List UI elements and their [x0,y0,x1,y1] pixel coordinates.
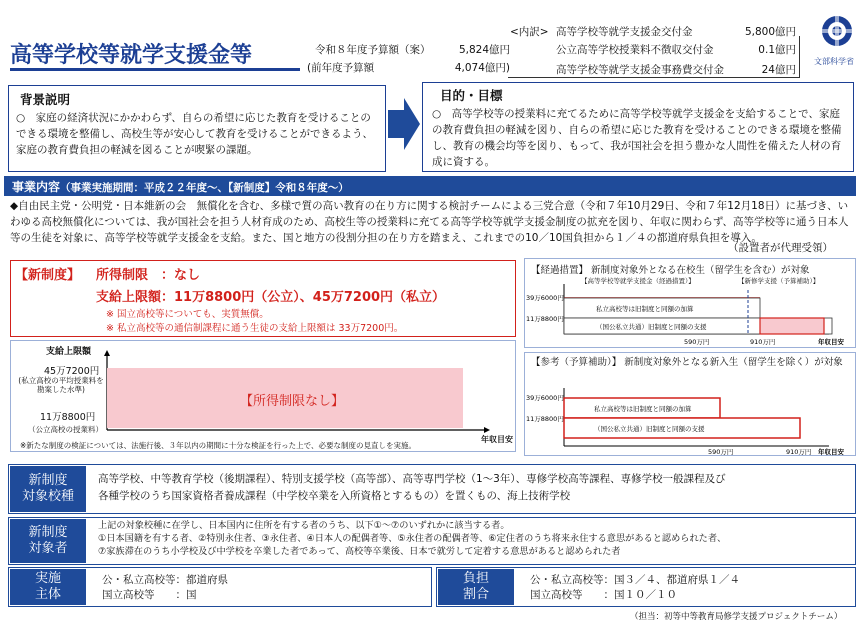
breakdown-item-value: 0.1億円 [758,44,796,56]
no-income-limit-label: 【所得制限なし】 [240,394,345,409]
burden-tag [438,569,514,605]
x-axis-label: 年収目安 [818,338,844,346]
income-limit-text: 所得制限 ：なし [96,268,201,283]
y-tick-high: 39万6000円 [526,394,564,402]
tag-line: 新制度 [28,525,68,540]
y-axis-arrow-icon [104,350,110,356]
new-system-tag: 【新制度】 [15,268,81,283]
chart-note: ※新たな制度の検証については、法施行後、３年以内の期間に十分な検証を行った上で、必要な制度の見直しを実施。 [20,441,416,450]
y-tick-low: 11万8800円 [526,415,564,423]
target-person-tag [10,519,86,563]
bar-label: 私立高校等は旧制度と同額の加算 [594,405,692,413]
breakdown-item-label: 高等学校等就学支援金事務費交付金 [556,64,724,76]
target-school-text [98,471,848,505]
breakdown-item-label: 公立高等学校授業料不徴収交付金 [556,44,714,56]
tag-line: 対象者 [28,541,68,556]
bar-label: （国公私立共通）旧制度と同額の支援 [594,425,705,433]
text-line: 上記の対象校種に在学し、日本国内に住所を有する者のうち、以下①～⑦のいずれかに該当する者。 [98,520,510,531]
y-tick-low-note: （公立高校の授業料） [28,425,103,434]
background-heading: 背景説明 [20,92,71,107]
text-line: 高等学校、中等教育学校（後期課程）、特別支援学校（高等部）、高等専門学校（1～3年）、専修学校高等課程、専修学校一般課程及び [98,473,726,485]
x-tick: 590万円 [684,338,710,346]
objective-text: ○ 高等学校等の授業料に充てるために高等学校等就学支援金を支給することで、家庭の教育費負担の軽減を図り、自らの希望に応じた教育を受けることのできる環境を整備し、教育の機会均等を図り、もって、我が国社会を担う豊かな人間性を備えた人材の育成に資する。 [432,108,842,168]
prev-budget-value: 4,074億円) [454,62,510,74]
x-axis-arrow-icon [484,427,490,433]
payment-cap-text: 支給上限額：11万8800円（公立）、45万7200円（私立） [96,290,446,305]
bar-label: （国公私立共通）旧制度と同額の支援 [596,323,707,331]
target-school-tag [10,466,86,512]
new-system-note: ※ 国立高校等についても、実質無償。 [106,309,269,320]
transition-chart-plot [524,258,856,348]
project-note: （設置者が代理受領） [728,242,833,254]
implementer-text [102,573,228,603]
page-title: 高等学校等就学支援金等 [10,43,253,68]
reference-chart-title: 【参考（予算補助）】 新制度対象外となる新入生（留学生を除く）が対象 [531,357,843,368]
text-line: 国立高校等 ：国１０／１０ [530,589,677,601]
tag-line: 対象校種 [21,489,74,504]
tag-line: 新制度 [28,473,68,488]
text-line: 公・私立高校等：国３／４、都道府県１／４ [530,574,740,586]
transition-sub-label: 【高等学校等就学支援金（経過措置）】 [581,277,695,285]
budget-value: 5,824億円 [458,44,510,56]
burden-text [530,573,740,603]
new-support-bar [760,318,824,334]
reference-chart-plot [524,352,856,456]
transition-chart-title: 【経過措置】 新制度対象外となる在校生（留学生を含む）が対象 [531,265,810,276]
x-axis-label: 年収目安 [818,448,844,456]
project-heading-bar [4,176,856,196]
x-tick: 590万円 [708,448,734,456]
breakdown-item-value: 5,800億円 [744,26,796,38]
y-tick-high-note: (私立高校の平均授業料を勘案した水準) [18,376,104,394]
new-system-note: ※ 私立高校等の通信制課程に通う生徒の支給上限額は 33万7200円。 [106,323,404,334]
implementer-tag [10,569,86,605]
tag-line: 負担 [462,571,489,586]
tag-line: 実施 [34,571,61,586]
prev-budget-label: (前年度予算額 [307,62,375,74]
bar-label: 私立高校等は旧制度と同額の加算 [596,305,694,313]
breakdown-head: <内訳> [510,26,549,38]
breakdown-item-label: 高等学校等就学支援金交付金 [556,26,693,38]
footer-contact: （担当：初等中等教育局修学支援プロジェクトチーム） [630,612,843,622]
text-line: 公・私立高校等：都道府県 [102,574,228,586]
breakdown-item-value: 24億円 [761,64,796,76]
y-tick-high: 39万6000円 [526,294,564,302]
objective-heading: 目的・目標 [440,88,503,103]
transition-sub-label: 【新修学支援（予算補助）】 [738,277,820,285]
x-tick: 910万円 [750,338,776,346]
x-tick: 910万円 [786,448,812,456]
arrow-right-icon [388,98,420,150]
tag-line: 割合 [462,587,489,602]
project-text: ◆自由民主党・公明党・日本維新の会 無償化を含む、多様で質の高い教育の在り方に関する検討チームによる三党合意（令和７年10月29日、令和７年12月18日）に基づき、いわゆる高校無償化については、我が国社会を担う人材育成のため、高校生等の授業料に充てる高等学校等就学支援金制度の拡充を図り、年収に関わらず、高等学校等に通う日本人等の生徒を対象に、高等学校等就学支援金を支給。また、国と地方の役割分担の在り方を踏まえ、これまでの10／10国負担から１／４の都道府県負担を導入。 [10,200,849,244]
y-tick-low: 11万8800円 [40,412,96,423]
budget-label: 令和８年度予算額（案） [315,44,431,56]
text-line: ⑦家族滞在のうち小学校及び中学校を卒業した者であって、高校等卒業後、日本で就労して定着する意思があると認められた者 [98,546,621,557]
x-axis-label: 年収目安 [481,435,513,444]
y-tick-high: 45万7200円 [44,366,100,377]
target-person-text [98,519,850,558]
y-tick-low: 11万8800円 [526,315,564,323]
ministry-logo-icon [820,12,854,50]
text-line: 国立高校等 ：国 [102,589,197,601]
text-line: ①日本国籍を有する者、②特別永住者、③永住者、④日本人の配偶者等、⑤永住者の配偶者等、⑥定住者のうち将来永住する意思があると認められた者、 [98,533,727,544]
logo-text: 文部科学省 [814,57,854,66]
text-line: 各種学校のうち国家資格者養成課程（中学校卒業を入所資格とするもの）を置くもの、海上技術学校 [98,490,571,502]
project-heading: 事業内容 [12,180,61,194]
title-underline [10,68,300,71]
tag-line: 主体 [34,587,61,602]
background-text: ○ 家庭の経済状況にかかわらず、自らの希望に応じた教育を受けることのできる環境を整備し、高校生等が安心して教育を受けることができるよう、家庭の教育費負担の軽減を図ることが喫緊の課題。 [16,112,373,156]
project-period: （事業実施期間：平成２２年度～、【新制度】令和８年度～） [60,182,349,194]
y-axis-label: 支給上限額 [46,347,92,357]
